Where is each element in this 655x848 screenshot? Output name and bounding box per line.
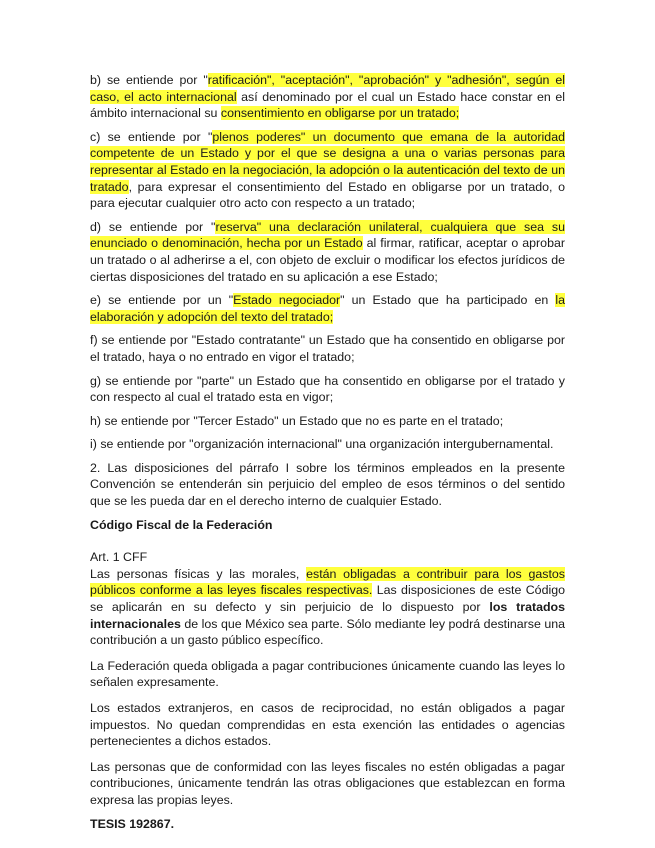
article-label: Art. 1 CFF — [90, 550, 148, 565]
paragraph-g: g) se entiende por "parte" un Estado que ha consentido en obligarse por el tratado y con respecto al cual el tratado esta en vigor; — [90, 373, 565, 405]
paragraph-b — [90, 72, 565, 122]
text-run: " un Estado que ha participado en — [340, 293, 556, 308]
text-run: d) se entiende por " — [90, 219, 216, 234]
cff-paragraph-2: La Federación queda obligada a pagar contribuciones únicamente cuando las leyes lo señalen expresamente. — [90, 658, 565, 690]
highlighted-text: están obligadas a contribuir para los gastos públicos conforme a las leyes fiscales respectivas. — [90, 566, 565, 598]
text-run: de los que México sea parte. Sólo mediante ley podrá destinarse una contribución a un gasto público específico. — [90, 616, 565, 648]
text-run: e) se entiende por un " — [90, 293, 234, 308]
text-run: al firmar, ratificar, aceptar o aprobar un tratado o al adherirse a el, con objeto de excluir o modificar los efectos jurídicos de ciertas disposiciones del tratado en su aplicación a ese Estado; — [90, 236, 565, 284]
highlighted-text: Estado negociador — [233, 293, 341, 308]
text-run: Las disposiciones de este Código se aplicarán en su defecto y sin perjuicio de lo dispuesto por — [90, 583, 565, 615]
highlighted-text: ratificación", "aceptación", "aprobación" y "adhesión", según el caso, el acto internacional — [90, 73, 565, 104]
paragraph-e — [90, 292, 565, 325]
cff-paragraph-3: Los estados extranjeros, en casos de reciprocidad, no están obligados a pagar impuestos. No quedan comprendidas en esta exención las entidades o agencias pertenecientes a dichos estados. — [90, 701, 565, 749]
cff-paragraph-4: Las personas que de conformidad con las leyes fiscales no estén obligadas a pagar contribuciones, únicamente tendrán las otras obligaciones que establezcan en forma expresa las propias leyes. — [90, 759, 565, 807]
cff-paragraph-1 — [90, 566, 565, 649]
text-run: , para expresar el consentimiento del Estado en obligarse por un tratado, o para ejecutar cualquier otro acto con respecto a un tratado; — [90, 179, 565, 211]
paragraph-c — [90, 129, 565, 212]
text-run: b) se entiende por " — [90, 73, 208, 87]
paragraph-h: h) se entiende por "Tercer Estado" un Estado que no es parte en el tratado; — [90, 413, 504, 428]
document-page — [90, 72, 565, 840]
paragraph-d — [90, 219, 565, 285]
tesis-heading: TESIS 192867. — [90, 816, 175, 831]
highlighted-text: la elaboración y adopción del texto del tratado; — [90, 293, 565, 324]
highlighted-text: plenos poderes" un documento que emana de la autoridad competente de un Estado y por el que se designa a una o varias personas para representar al Estado en la negociación, la adopción o la autenticación del texto de un tratado — [90, 129, 565, 194]
text-run: Las personas físicas y las morales, — [90, 566, 307, 581]
text-run: así denominado por el cual un Estado hace constar en el ámbito internacional su — [90, 89, 565, 121]
text-run: c) se entiende por " — [90, 129, 213, 144]
section-heading: Código Fiscal de la Federación — [90, 517, 273, 532]
paragraph-f: f) se entiende por "Estado contratante" un Estado que ha consentido en obligarse por el tratado, haya o no entrado en vigor el tratado; — [90, 333, 565, 364]
bold-text: los tratados internacionales — [90, 600, 566, 631]
highlighted-text: consentimiento en obligarse por un tratado; — [220, 106, 460, 121]
paragraph-2: 2. Las disposiciones del párrafo I sobre los términos empleados en la presente Convención se entenderán sin perjuicio del empleo de esos términos o del sentido que se les pueda dar en el derecho interno de cualquier Estado. — [90, 460, 565, 509]
paragraph-i: i) se entiende por "organización internacional" una organización intergubernamental. — [90, 437, 554, 452]
highlighted-text: reserva" una declaración unilateral, cualquiera que sea su enunciado o denominación, hecha por un Estado — [90, 219, 565, 251]
